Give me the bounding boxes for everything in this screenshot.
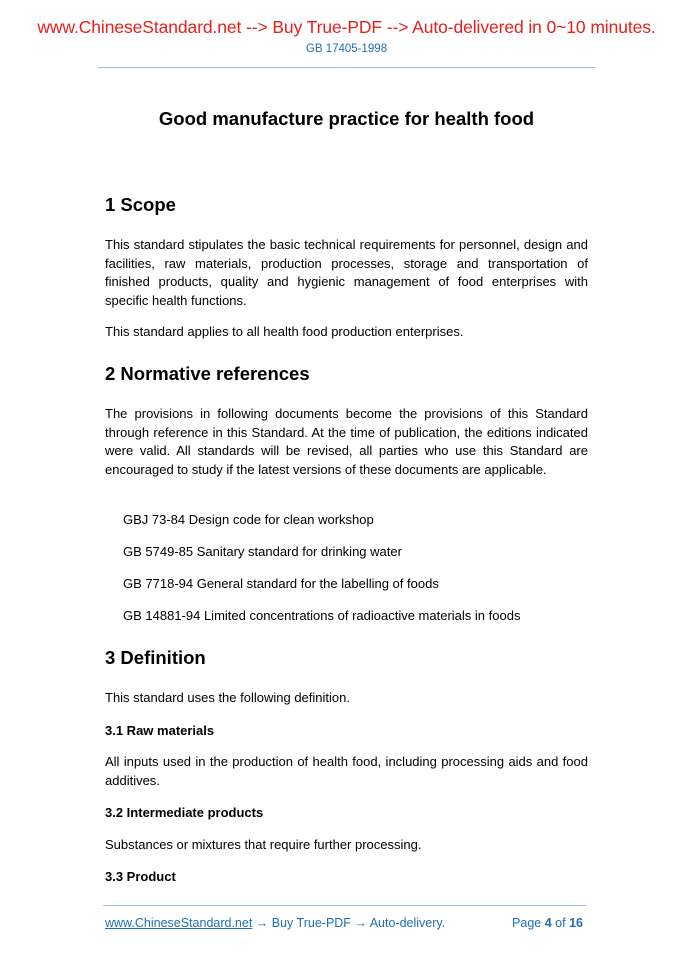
section-heading-scope: 1 Scope [105, 194, 176, 215]
subsection-heading-intermediate-products: 3.2 Intermediate products [105, 805, 264, 820]
footer-tagline: → Buy True-PDF → Auto-delivery. [252, 916, 446, 930]
scope-paragraph-1: This standard stipulates the basic technical requirements for personnel, design and facilities, raw materials, production processes, storage and transportation of finished products, quality and hygienic management of food enterprises with specific health functions. [105, 237, 588, 308]
definition-intro: This standard uses the following definition. [105, 690, 350, 705]
raw-materials-definition: All inputs used in the production of health food, including processing aids and food additives. [105, 754, 588, 788]
normative-references-paragraph: The provisions in following documents become the provisions of this Standard through reference in this Standard. At the time of publication, the editions indicated were valid. All standards will be revised, all parties who use this Standard are encouraged to study if the latest versions of these documents are applicable. [105, 406, 588, 477]
document-title: Good manufacture practice for health food [158, 108, 535, 129]
chinese-standard-link[interactable]: www.ChineseStandard.net [105, 916, 253, 930]
header-divider [98, 67, 595, 68]
reference-item: GB 14881-94 Limited concentrations of radioactive materials in foods [123, 608, 521, 623]
subsection-heading-raw-materials: 3.1 Raw materials [105, 723, 215, 738]
footer-divider [103, 905, 586, 906]
reference-item: GB 5749-85 Sanitary standard for drinking water [123, 544, 402, 559]
subsection-heading-product: 3.3 Product [105, 869, 176, 884]
page-indicator [512, 916, 583, 930]
reference-item: GBJ 73-84 Design code for clean workshop [123, 512, 374, 527]
current-page-number: 4 [544, 916, 552, 930]
page-label: Page [512, 916, 542, 930]
scope-paragraph-2: This standard applies to all health food production enterprises. [105, 324, 464, 339]
promo-banner: www.ChineseStandard.net --> Buy True-PDF --> Auto-delivered in 0~10 minutes. [37, 17, 656, 37]
document-code: GB 17405-1998 [305, 43, 388, 55]
section-heading-definition: 3 Definition [105, 647, 206, 668]
section-heading-normative-references: 2 Normative references [105, 363, 310, 384]
intermediate-products-definition: Substances or mixtures that require further processing. [105, 837, 422, 852]
total-pages-number: 16 [569, 916, 583, 930]
of-label: of [555, 916, 566, 930]
page-footer [105, 916, 588, 930]
reference-item: GB 7718-94 General standard for the labelling of foods [123, 576, 439, 591]
